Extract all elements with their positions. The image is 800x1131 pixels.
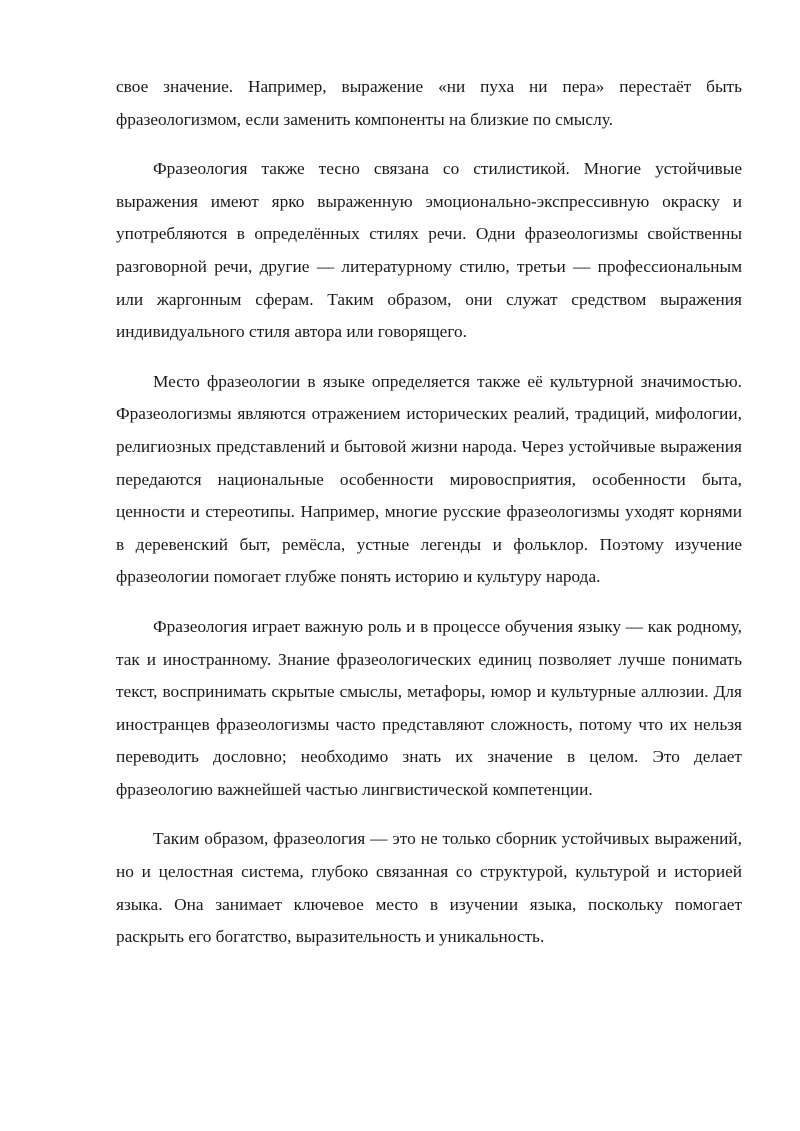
paragraph-stylistics: Фразеология также тесно связана со стилистикой. Многие устойчивые выражения имеют ярко выраженную эмоционально-экспрессивную окраску и употребляются в определённых стилях речи. Одни фразеологизмы свойственны разговорной речи, другие — литературному стилю, третьи — профессиональным или жаргонным сферам. Таким образом, они служат средством выражения индивидуального стиля автора или говорящего. [116,159,742,342]
paragraph-conclusion: Таким образом, фразеология — это не только сборник устойчивых выражений, но и целостная система, глубоко связанная со структурой, культурой и историей языка. Она занимает ключевое место в изучении языка, поскольку помогает раскрыть его богатство, выразительность и уникальность. [116,829,742,947]
paragraph-culture: Место фразеологии в языке определяется также её культурной значимостью. Фразеологизмы являются отражением исторических реалий, традиций, мифологии, религиозных представлений и бытовой жизни народа. Через устойчивые выражения передаются национальные особенности мировосприятия, особенности быта, ценности и стереотипы. Например, многие русские фразеологизмы уходят корнями в деревенский быт, ремёсла, устные легенды и фольклор. Поэтому изучение фразеологии помогает глубже понять историю и культуру народа. [116,371,742,587]
paragraph-continued: свое значение. Например, выражение «ни пуха ни пера» перестаёт быть фразеологизмом, если заменить компоненты на близкие по смыслу. [116,77,742,129]
paragraph-learning: Фразеология играет важную роль и в процессе обучения языку — как родному, так и иностранному. Знание фразеологических единиц позволяет лучше понимать текст, воспринимать скрытые смыслы, метафоры, юмор и культурные аллюзии. Для иностранцев фразеологизмы часто представляют сложность, потому что их нельзя переводить дословно; необходимо знать их значение в целом. Это делает фразеологию важнейшей частью лингвистической компетенции. [116,616,742,799]
document-body [116,71,742,971]
